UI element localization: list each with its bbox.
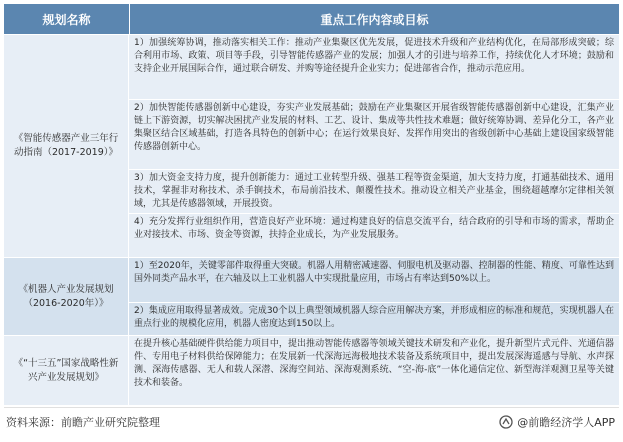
plan-item: 3）加大资金支持力度，提升创新能力：通过工业转型升级、强基工程等资金渠道，加大支持力度，打通基础技术、通用技术，掌握非对称技术、杀手锏技术，布局前沿技术、颠覆性技术。推动设立相关产业基金，围绕超越摩尔定律相关领域，尤其是传感器领域，开展投资。 — [129, 170, 619, 214]
policy-table — [4, 4, 619, 405]
footer-divider — [4, 407, 619, 408]
plan-item: 1）至2020年，关键零部件取得重大突破。机器人用精密减速器、伺服电机及驱动器、控制器的性能、精度、可靠性达到国外同类产品水平，在六轴及以上工业机器人中实现批量应用，市场占有率达到50%以上。 — [129, 258, 619, 303]
plan-item: 2）加快智能传感器创新中心建设，夯实产业发展基础；鼓励在产业集聚区开展省级智能传感器创新中心建设，汇集产业链上下游资源，切实解决困扰产业发展的材料、工艺、设计、集成等共性技术难题；做好统筹协调、差异化分工，各产业集聚区结合区域基础，打造各具特色的创新中心；在运行效果良好、发挥作用突出的省级创新中心基础上建设国家级智能传感器创新中心。 — [129, 100, 619, 170]
brand-text: @前瞻经济学人APP — [517, 416, 615, 429]
header-key-work: 重点工作内容或目标 — [320, 12, 429, 27]
table-header — [4, 4, 619, 34]
header-plan-name: 规划名称 — [4, 4, 130, 34]
plan-item: 在提升核心基础硬件供给能力项目中，提出推动智能传感器等领域关键技术研发和产业化，提升新型片式元件、光通信器件、专用电子材料供给保障能力；在发展新一代深海远海极地技术装备及系统项目中，提出发展深海遥感与导航、水声探测、深海传感器、无人和载人深潜、深海空间站、深海观测系统、“空-海-底”一体化通信定位、新型海洋观测卫星等关键技术和装备。 — [129, 336, 619, 405]
plan-group-sensor — [4, 34, 619, 257]
brand-attribution — [499, 414, 615, 430]
plan-name-13th-five-year: 《“十三五”国家战略性新兴产业发展规划》 — [4, 336, 129, 405]
plan-group-13th-five-year — [4, 335, 619, 405]
brand-logo-icon — [499, 415, 513, 429]
plan-name-robot: 《机器人产业发展规划（2016-2020年）》 — [4, 258, 129, 335]
source-note: 资料来源：前瞻产业研究院整理 — [6, 416, 160, 429]
plan-item: 4）充分发挥行业组织作用，营造良好产业环境：通过构建良好的信息交流平台，结合政府的引导和市场的需求，帮助企业对接技术、市场、资金等资源，扶持企业成长，为产业发展服务。 — [129, 214, 619, 257]
plan-item: 1）加强统筹协调，推动落实相关工作：推动产业集聚区优先发展，促进技术升级和产业结构优化，在局部形成突破；综合利用市场、政策、项目等手段，引导智能传感器产业的发展；加强人才的引进与培养工作，持续优化人才环境；鼓励和支持企业开展国际合作，通过联合研发、并购等途径提升企业实力；促进部省合作，推动示范应用。 — [129, 35, 619, 100]
footer — [6, 412, 617, 432]
plan-item: 2）集成应用取得显著成效。完成30个以上典型领域机器人综合应用解决方案，并形成相应的标准和规范，实现机器人在重点行业的规模化应用，机器人密度达到150以上。 — [129, 303, 619, 335]
plan-name-sensor: 《智能传感器产业三年行动指南（2017-2019）》 — [4, 35, 129, 257]
plan-group-robot — [4, 257, 619, 335]
